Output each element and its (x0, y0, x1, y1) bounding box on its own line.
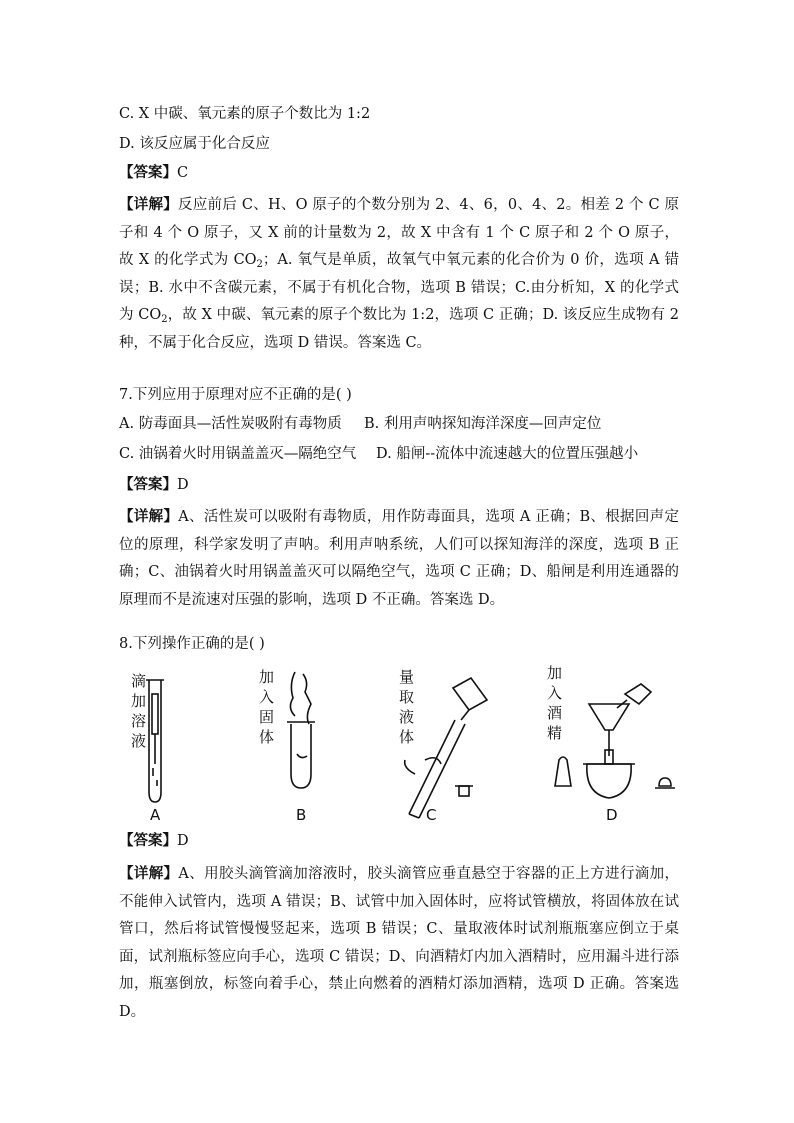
figure-caption-char: 入 (259, 688, 275, 706)
figure-caption-char: 体 (399, 728, 415, 746)
q6-option-d: D. 该反应属于化合反应 (119, 136, 270, 152)
answer-label: 【答案】 (119, 164, 177, 181)
detail-label: 【详解】 (119, 196, 178, 213)
figure-caption-char: 滴 (131, 672, 147, 690)
detail-label: 【详解】 (119, 508, 179, 525)
q7-option-d: D. 船闸--流体中流速越大的位置压强越小 (376, 446, 639, 462)
q6-detail (119, 191, 679, 358)
figure-d-drawing (555, 684, 675, 798)
figure-caption-char: 液 (131, 732, 147, 750)
q7-option-c: C. 油锅着火时用锅盖盖灭—隔绝空气 (119, 446, 357, 462)
detail-text: A、用胶头滴管滴加溶液时，胶头滴管应垂直悬空于容器的正上方进行滴加，不能伸入试管内，选项 A 错误；B、试管中加入固体时，应将试管横放，将固体放在试管口，然后将试管慢慢竖起来，选项 B 错误；C、量取液体时试剂瓶瓶塞应倒立于桌面，试剂瓶标签应向手心，选项 C 错误；D、向酒精灯内加入酒精时，应用漏斗进行添加，瓶塞倒放，标签向着手心，禁止向燃着的酒精灯添加酒精，选项 D 正确。答案选 D。 (119, 866, 680, 1020)
figure-caption-char: 加 (547, 664, 563, 682)
figure-caption-d (547, 664, 562, 742)
lab-operations-figure (119, 664, 679, 824)
detail-text: 反应前后 C、H、O 原子的个数分别为 2、4、6，0、4、2。相差 2 个 C 原子和 4 个 O 原子，又 X 前的计量数为 2，故 X 中含有 1 个 C 原子和 2 个 O 原子，故 X 的化学式为 CO (119, 197, 680, 269)
q7-option-b: B. 利用声呐探知海洋深度—回声定位 (364, 416, 602, 432)
subscript: 2 (161, 314, 168, 326)
answer-label: 【答案】 (119, 476, 177, 493)
q8-figures (119, 664, 679, 824)
figure-letter-d: D (606, 806, 618, 824)
answer-label: 【答案】 (119, 832, 177, 849)
figure-caption-char: 精 (547, 724, 563, 742)
q7-detail (119, 503, 679, 614)
detail-text: ；A. 氧气是单质，故氧气中氧元素的化合价为 0 价，选项 A 错误；B. 水中不含碳元素，不属于有机化合物，选项 B 错误；C.由分析知，X 的化学式为 CO (119, 252, 679, 324)
figure-b-drawing (287, 672, 315, 788)
figure-caption-char: 体 (259, 728, 275, 746)
q7-option-a: A. 防毒面具—活性炭吸附有毒物质 (119, 416, 342, 432)
figure-caption-char: 固 (259, 708, 275, 726)
figure-letter-c: C (426, 806, 437, 824)
q7-stem: 7.下列应用于原理对应不正确的是( ) (119, 387, 352, 403)
q6-answer (119, 163, 188, 183)
detail-text: ，故 X 中碳、氧元素的原子个数比为 1:2，选项 C 正确；D. 该反应生成物有 2 种，不属于化合反应，选项 D 错误。答案选 C。 (119, 307, 679, 351)
detail-text: A、活性炭可以吸附有毒物质，用作防毒面具，选项 A 正确；B、根据回声定位的原理，科学家发明了声呐。利用声呐系统，人们可以探知海洋的深度，选项 B 正确；C、油锅着火时用锅盖盖灭可以隔绝空气，选项 C 正确；D、船闸是利用连通器的原理而不是流速对压强的影响，选项 D 不正确。答案选 D。 (119, 509, 679, 608)
figure-caption-char: 酒 (547, 704, 563, 722)
figure-caption-char: 液 (399, 708, 415, 726)
subscript: 2 (256, 259, 263, 271)
figure-caption-char: 溶 (131, 712, 147, 730)
answer-value: D (177, 477, 189, 493)
figure-letter-b: B (296, 806, 307, 824)
q6-option-c: C. X 中碳、氧元素的原子个数比为 1:2 (119, 106, 371, 122)
figure-caption-b (259, 668, 274, 746)
figure-caption-char: 加 (131, 692, 147, 710)
q8-detail (119, 860, 679, 1027)
figure-caption-a (131, 672, 146, 750)
figure-caption-char: 入 (547, 684, 563, 702)
answer-value: C (177, 165, 189, 181)
figure-c-drawing (405, 678, 487, 818)
detail-label: 【详解】 (119, 865, 179, 882)
answer-value: D (177, 833, 189, 849)
figure-a-drawing (146, 680, 164, 802)
q8-stem: 8.下列操作正确的是( ) (119, 636, 265, 652)
q8-answer (119, 831, 189, 851)
figure-caption-char: 取 (399, 688, 415, 706)
figure-caption-char: 加 (259, 668, 275, 686)
figure-caption-c (399, 668, 414, 746)
figure-letter-a: A (150, 806, 161, 824)
figure-caption-char: 量 (399, 668, 415, 686)
q7-answer (119, 475, 189, 495)
